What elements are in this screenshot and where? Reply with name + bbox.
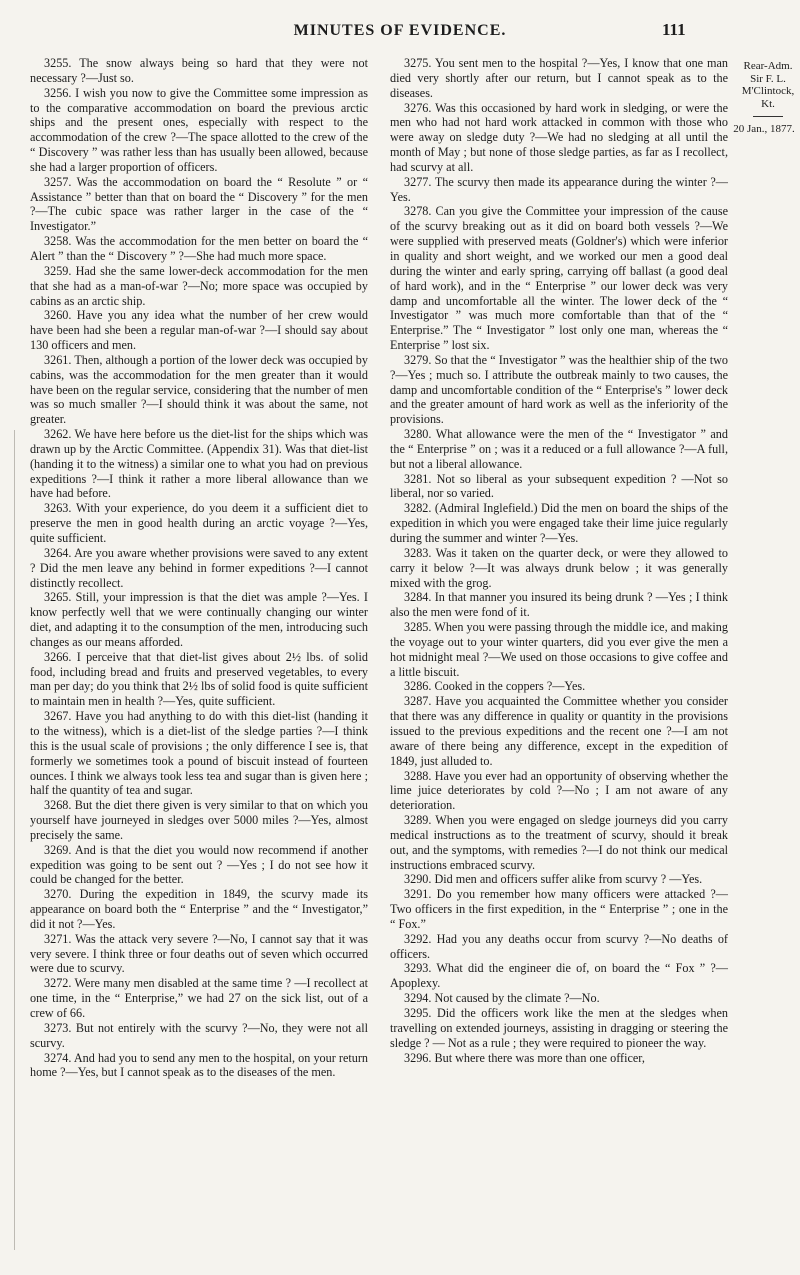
witness-margin-note [733,60,798,136]
testimony-paragraph: 3296. But where there was more than one officer, [404,1050,645,1065]
testimony-paragraph: 3274. And had you to send any men to the hospital, on your return home ?—Yes, but I cannot speak as to the diseases of the men. [30,1050,368,1080]
testimony-paragraph: 3281. Not so liberal as your subsequent expedition ? —Not so liberal, nor so varied. [390,471,728,501]
running-title: MINUTES OF EVIDENCE. [293,22,507,39]
testimony-paragraph: 3293. What did the engineer die of, on board the “ Fox ” ?—Apoplexy. [390,961,728,991]
testimony-paragraph: 3288. Have you ever had an opportunity of observing whether the lime juice deteriorates by cold ?—No ; I am not aware of any deterioration. [390,768,728,813]
testimony-paragraph: 3271. Was the attack very severe ?—No, I cannot say that it was very severe. I think three or four deaths out of seven which occurred were due to scurvy. [30,931,368,976]
testimony-paragraph: 3287. Have you acquainted the Committee whether you consider that there was any difference in quality or quantity in the provisions issued to the previous expeditions and the recent one ?—I am not aware of there being any difference, except in the expedition of 1849, just alluded to. [390,694,728,768]
testimony-paragraph: 3273. But not entirely with the scurvy ?—No, they were not all scurvy. [30,1020,368,1050]
testimony-paragraph: 3289. When you were engaged on sledge journeys did you carry medical instructions as to the treatment of scurvy, should it break out, and the symptoms, with remedies ?—I do not think our medical instructions embraced scurvy. [390,813,728,872]
testimony-paragraph: 3276. Was this occasioned by hard work in sledging, or were the men who had not hard work attacked in common with those who were away on sledge duty ?—We had no sledging at all until the month of May ; but none of those sledge parties, as far as I recollect, had scurvy at all. [390,100,728,174]
session-date: 20 Jan., 1877. [733,123,795,135]
testimony-paragraph: 3275. You sent men to the hospital ?—Yes, I know that one man died very shortly after our return, but I cannot speak as to the diseases. [390,56,728,100]
testimony-paragraph: 3291. Do you remember how many officers were attacked ?—Two officers in the first expedition, in the “ Enterprise ” ; one in the “ Fox.” [390,887,728,931]
testimony-paragraph: 3272. Were many men disabled at the same time ? —I recollect at one time, in the “ Enterprise,” we had 27 on the sick list, out of a crew of 66. [30,976,368,1020]
witness-name-line: Sir F. L. [750,72,786,85]
testimony-paragraph: 3295. Did the officers work like the men at the sledges when travelling on extended journeys, assisting in dragging or steering the sledge ? — Not as a rule ; they were required to pioneer the way. [390,1006,728,1050]
testimony-paragraph: 3256. I wish you now to give the Committee some impression as to the comparative accommodation on board the previous arctic ships and the present ones, especially with respect to the accommodation of the crew ?—The space allotted to the crew of the “ Discovery ” was rather less than has usually been allowed, because she had a larger proportion of officers. [30,85,368,174]
testimony-paragraph: 3264. Are you aware whether provisions were saved to any extent ? Did the men leave any behind in former expeditions ?—I cannot distinctly recollect. [30,545,368,590]
witness-name-line: Kt. [761,97,775,110]
testimony-paragraph: 3260. Have you any idea what the number of her crew would have been had she been a regular man-of-war ?—I should say about 130 officers and men. [30,308,368,353]
testimony-paragraph: 3262. We have here before us the diet-list for the ships which was drawn up by the Arctic Committee. (Appendix 31). Was that diet-list (handing it to the witness) a similar one to what you had on previous expeditions ?—I think it rather a more liberal allowance than we have had before. [30,427,368,501]
testimony-paragraph: 3263. With your experience, do you deem it a sufficient diet to preserve the men in good health during an arctic voyage ?—Yes, quite sufficient. [30,501,368,545]
testimony-paragraph: 3286. Cooked in the coppers ?—Yes. [404,679,586,694]
witness-name-line: Rear-Adm. [743,60,793,72]
testimony-paragraph: 3277. The scurvy then made its appearance during the winter ?—Yes. [390,174,728,204]
testimony-paragraph: 3270. During the expedition in 1849, the scurvy made its appearance on board both the “ Enterprise ” and the “ Investigator,” did it not ?—Yes. [30,887,368,931]
left-column [30,56,368,1080]
testimony-paragraph: 3267. Have you had anything to do with this diet-list (handing it to the witness), which is a diet-list of the sledge parties ?—I think this is the usual scale of provisions ; the only difference I see is, that formerly we sometimes took a pound of biscuit instead of fourteen ounces. I think we always took less tea and sugar than is given here ; half the quantity of tea and sugar. [30,709,368,798]
testimony-paragraph: 3261. Then, although a portion of the lower deck was occupied by cabins, was the accommodation for the men greater than it would have been on the regular service, considering that the number of men was so much smaller ?—I should think it was about the same, not greater. [30,352,368,427]
testimony-paragraph: 3283. Was it taken on the quarter deck, or were they allowed to carry it below ?—It was always drunk below ; it was generally mixed with the grog. [390,545,728,590]
testimony-paragraph: 3282. (Admiral Inglefield.) Did the men on board the ships of the expedition in which you were engaged take their lime juice regularly during the summer and winter ?—Yes. [390,501,728,545]
testimony-paragraph: 3292. Had you any deaths occur from scurvy ?—No deaths of officers. [390,931,728,961]
testimony-paragraph: 3278. Can you give the Committee your impression of the cause of the scurvy breaking out as it did on board both vessels ?—We were supplied with preserved meats (Goldner's) which were inferior in quality and short weight, and we worked our men a good deal during the winter and early spring, carrying off ballast (a good deal of hard work), and in the “ Enterprise ” our lower deck was very damp and uncomfortable all the winter. The lower deck of the “ Investigator ” was much more comfortable than that of the “ Enterprise.” The “ Investigator ” lost only one man, whereas the “ Enterprise ” lost six. [390,204,728,353]
testimony-paragraph: 3268. But the diet there given is very similar to that on which you yourself have journeyed in sledges over 5000 miles ?—Yes, almost precisely the same. [30,798,368,842]
testimony-paragraph: 3257. Was the accommodation on board the “ Resolute ” or “ Assistance ” better than that on board the “ Discovery ” for the men ?—The cubic space was rather larger in the case of the “ Investigator.” [30,174,368,234]
testimony-paragraph: 3294. Not caused by the climate ?—No. [404,991,600,1006]
testimony-paragraph: 3266. I perceive that that diet-list gives about 2½ lbs. of solid food, including bread and fruits and preserved vegetables, to every man per day; do you think that 2½ lbs of solid food is quite sufficient to maintain men in health ?—Yes, quite sufficient. [30,649,368,709]
page-number: 111 [662,20,686,39]
testimony-paragraph: 3284. In that manner you insured its being drunk ? —Yes ; I think also the men were fond of it. [390,590,728,620]
testimony-paragraph: 3269. And is that the diet you would now recommend if another expedition was going to be sent out ? —Yes ; I do not see how it could be changed for the better. [30,842,368,887]
testimony-paragraph: 3279. So that the “ Investigator ” was the healthier ship of the two ?—Yes ; much so. I attribute the outbreak mainly to two causes, the damp and uncomfortable condition of the “ Enterprise's ” lower deck and the greater amount of hard work as well as the inferiority of the provisions. [390,352,728,427]
testimony-paragraph: 3255. The snow always being so hard that they were not necessary ?—Just so. [30,56,368,85]
testimony-paragraph: 3258. Was the accommodation for the men better on board the “ Alert ” than the “ Discovery ” ?—She had much more space. [30,234,368,263]
witness-name-line: M'Clintock, [741,85,795,97]
testimony-paragraph: 3280. What allowance were the men of the “ Investigator ” and the “ Enterprise ” on ; was it a reduced or a full allowance ?—A full, but not a liberal allowance. [390,427,728,471]
testimony-paragraph: 3290. Did men and officers suffer alike from scurvy ? —Yes. [404,872,703,887]
testimony-paragraph: 3259. Had she the same lower-deck accommodation for the men that she had as a man-of-war ?—No; more space was occupied by cabins as an arctic ship. [30,263,368,308]
scan-edge-line [14,430,15,1250]
margin-rule [753,116,783,117]
testimony-paragraph: 3285. When you were passing through the middle ice, and making the voyage out to your winter quarters, did you ever give the men a hot midnight meal ?—We used on those occasions to give coffee and a little biscuit. [390,620,728,679]
right-column [390,56,728,1065]
testimony-paragraph: 3265. Still, your impression is that the diet was ample ?—Yes. I know perfectly well that we were continually changing our winter diet, and adapting it to the consumption of the men, introducing such changes as our means afforded. [30,590,368,649]
